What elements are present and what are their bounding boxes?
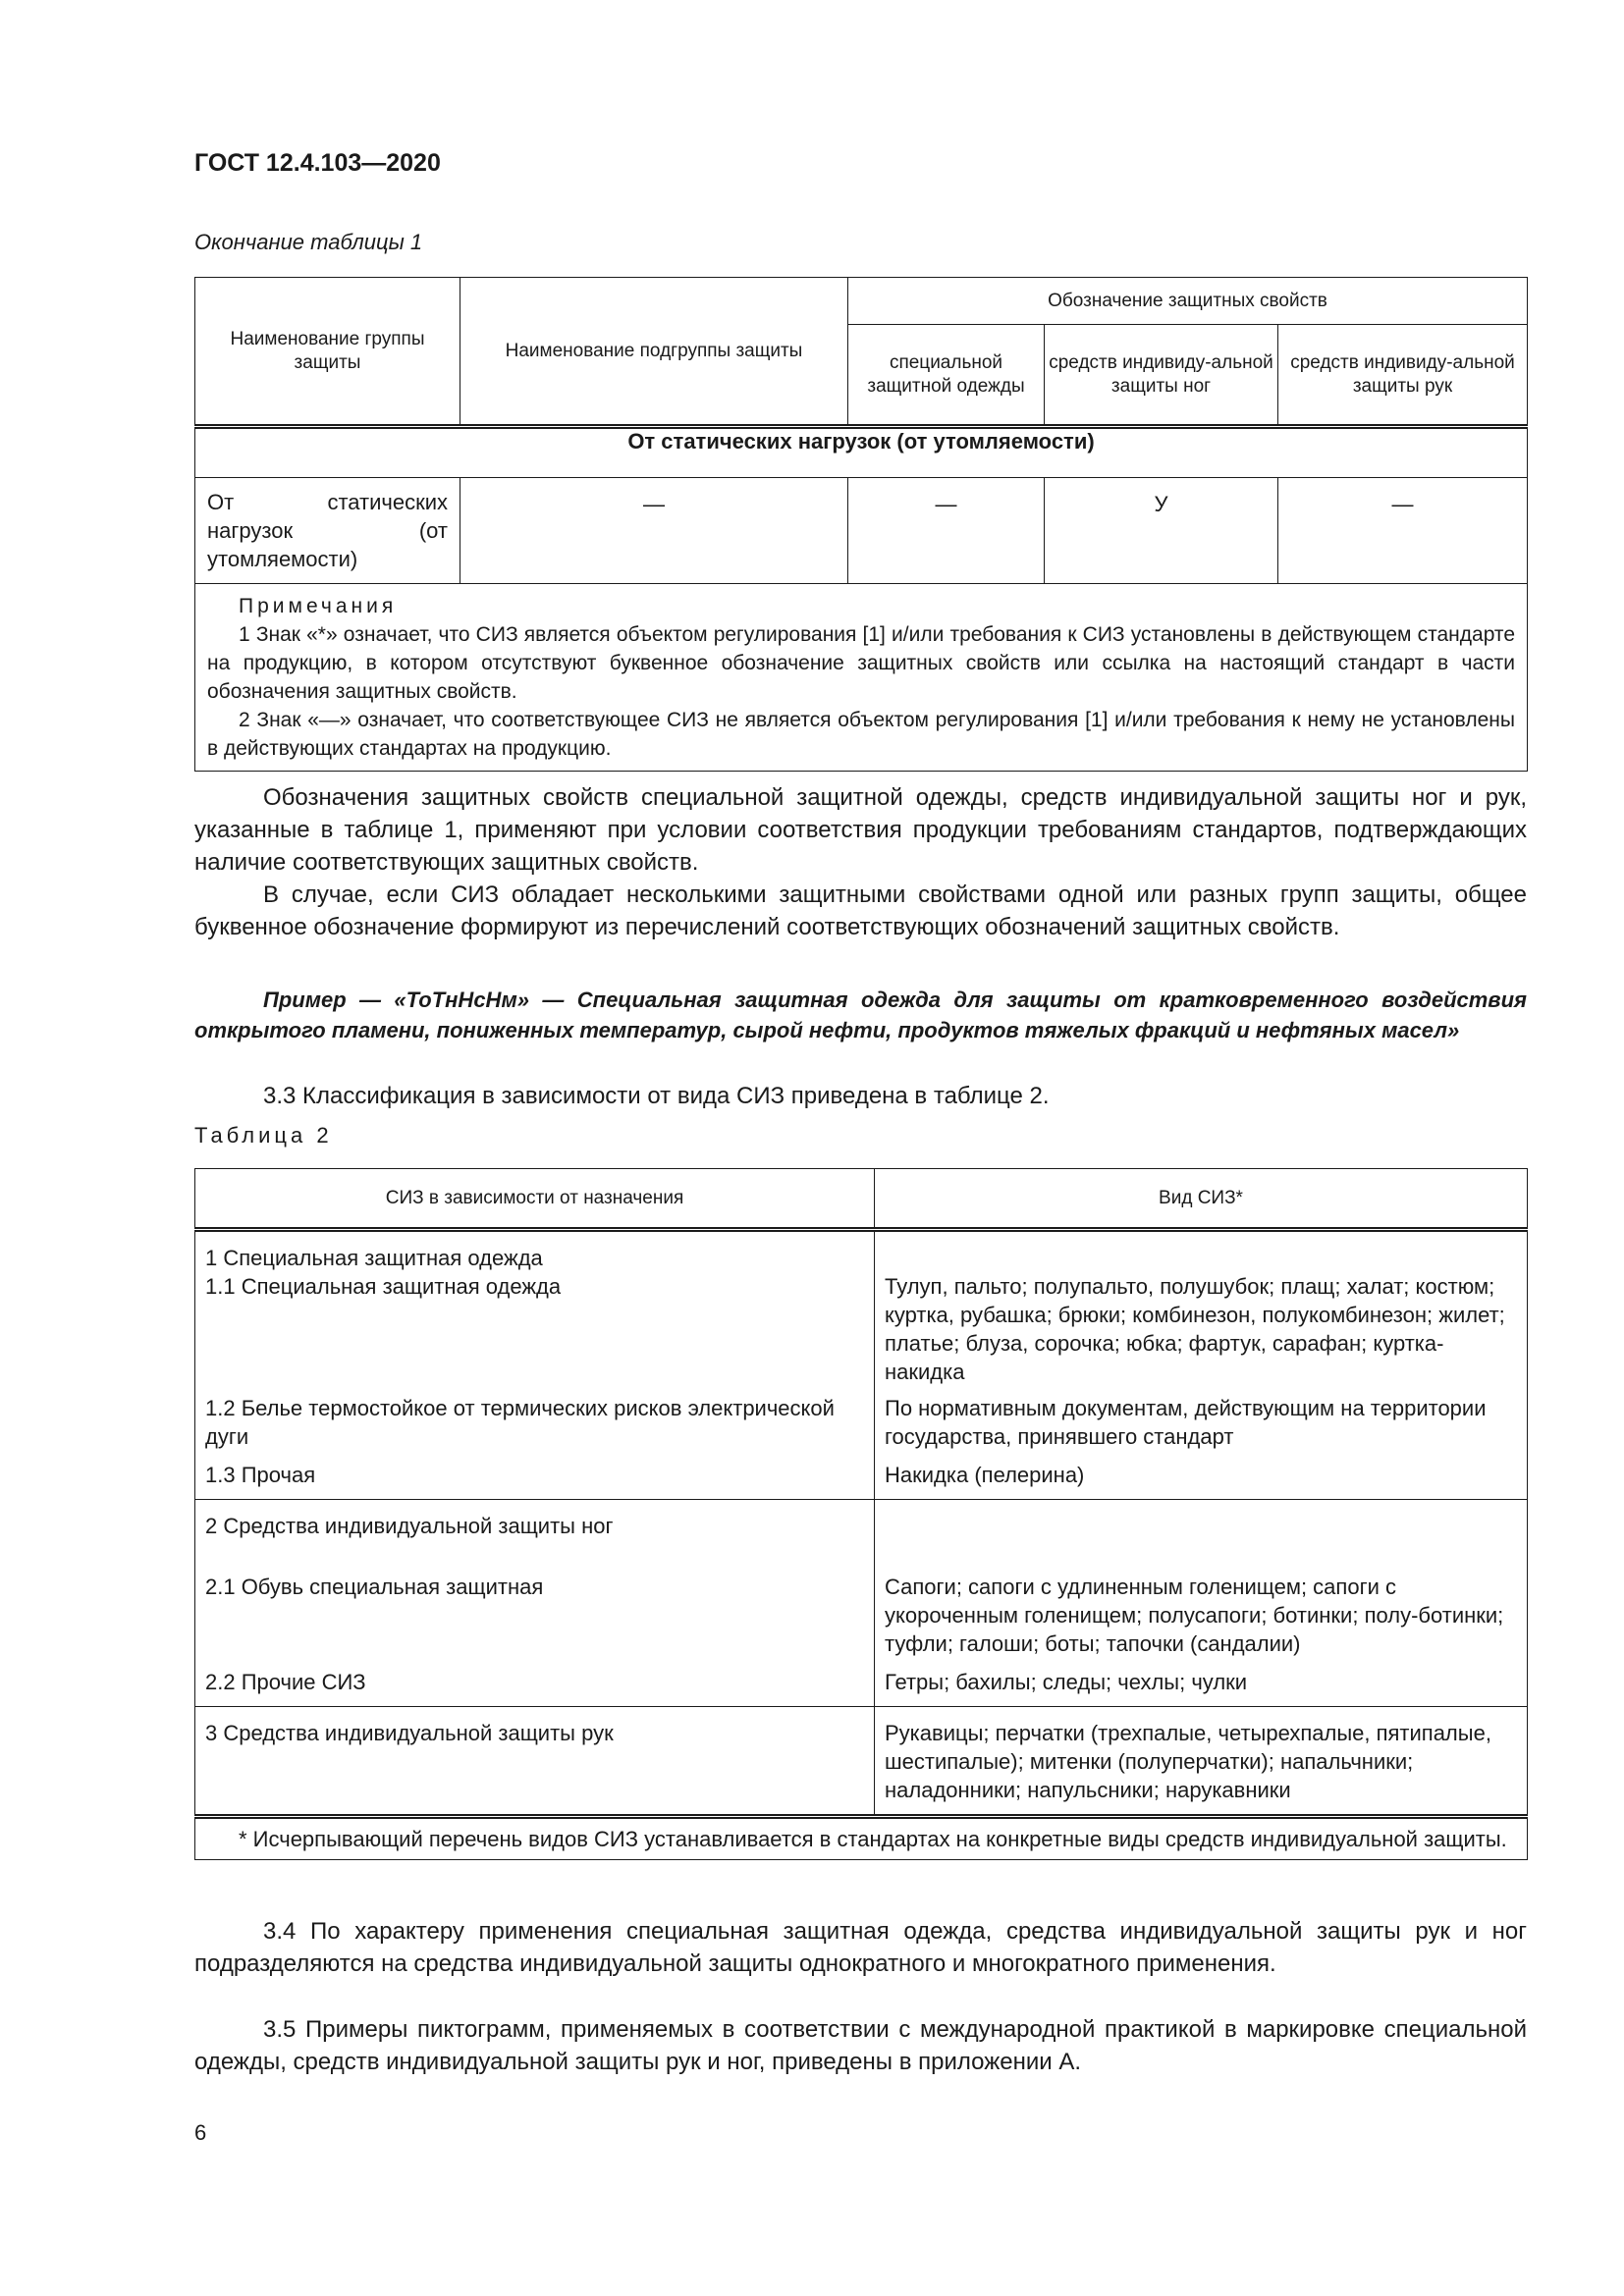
- t2-group-2-values: [875, 1500, 1528, 1707]
- note-2: 2 Знак «—» означает, что соответствующее СИЗ не является объектом регулирования [1] и/или требования к нему не установлены в действующих стандартах на продукцию.: [207, 709, 1515, 760]
- t2-group-3: 3 Средства индивидуальной защиты рук: [195, 1707, 875, 1817]
- table-2: [194, 1168, 1528, 1860]
- paragraph-3-5: 3.5 Примеры пиктограмм, применяемых в соответствии с международной практикой в маркировке специальной одежды, средств индивидуальной защиты рук и ног, приведены в приложении А.: [194, 2016, 1527, 2075]
- t2-group-2: [195, 1500, 875, 1707]
- row-clothing: —: [848, 478, 1045, 584]
- t2-col-header-purpose: СИЗ в зависимости от назначения: [195, 1169, 875, 1230]
- row-hands: —: [1278, 478, 1528, 584]
- t2-group-1-values: [875, 1230, 1528, 1500]
- table1-caption: Окончание таблицы 1: [194, 230, 423, 254]
- t2-g2-1: 2.1 Обувь специальная защитная: [205, 1575, 544, 1599]
- t2-g1-2: 1.2 Белье термостойкое от термических рисков электрической дуги: [205, 1396, 835, 1449]
- row-legs: У: [1045, 478, 1278, 584]
- note-1: 1 Знак «*» означает, что СИЗ является объектом регулирования [1] и/или требования к СИЗ установлены в действующем стандарте на продукцию, в котором отсутствуют буквенное обозначение защитных свойств или ссылка на настоящий стандарт в части обозначения защитных свойств.: [207, 623, 1515, 703]
- example-paragraph: Пример — «ТоТнНсНм» — Специальная защитная одежда для защиты от кратковременного воздействия открытого пламени, пониженных температур, сырой нефти, продуктов тяжелых фракций и нефтяных масел»: [194, 988, 1527, 1042]
- notes-title: Примечания: [239, 595, 398, 617]
- paragraph-2: В случае, если СИЗ обладает несколькими защитными свойствами одной или разных групп защиты, общее буквенное обозначение формируют из перечислений соответствующих обозначений защитных свойств.: [194, 881, 1527, 940]
- t2-g1-1: 1.1 Специальная защитная одежда: [205, 1274, 562, 1299]
- t2-footnote: * Исчерпывающий перечень видов СИЗ устанавливается в стандартах на конкретные виды средств индивидуальной защиты.: [195, 1817, 1528, 1860]
- t2-g2-title: 2 Средства индивидуальной защиты ног: [205, 1514, 614, 1538]
- table-1: [194, 277, 1528, 772]
- section-title: От статических нагрузок (от утомляемости): [195, 427, 1528, 478]
- t2-g1-3: 1.3 Прочая: [205, 1463, 316, 1487]
- table2-caption: Таблица 2: [194, 1123, 333, 1148]
- t2-col-header-type: Вид СИЗ*: [875, 1169, 1528, 1230]
- page-number: 6: [194, 2120, 207, 2145]
- col-header-clothing: специальной защитной одежды: [848, 325, 1045, 427]
- t2-g2-2: 2.2 Прочие СИЗ: [205, 1670, 366, 1694]
- paragraph-3-3: 3.3 Классификация в зависимости от вида СИЗ приведена в таблице 2.: [263, 1083, 1050, 1109]
- col-header-designation: Обозначение защитных свойств: [848, 278, 1528, 325]
- t2-g2-2-value: Гетры; бахилы; следы; чехлы; чулки: [885, 1670, 1248, 1694]
- col-header-legs: средств индивиду-альной защиты ног: [1045, 325, 1278, 427]
- document-header: ГОСТ 12.4.103—2020: [194, 149, 441, 177]
- col-header-hands: средств индивиду-альной защиты рук: [1278, 325, 1528, 427]
- col-header-group: Наименование группы защиты: [195, 278, 460, 427]
- row-subgroup: —: [460, 478, 848, 584]
- row-group: От статических нагрузок (от утомляемости): [195, 478, 460, 584]
- t2-g2-1-value: Сапоги; сапоги с удлиненным голенищем; сапоги с укороченным голенищем; полусапоги; ботинки; полу-ботинки; туфли; галоши; боты; тапочки (сандалии): [885, 1575, 1504, 1656]
- t2-group-1: [195, 1230, 875, 1500]
- t2-g1-3-value: Накидка (пелерина): [885, 1463, 1085, 1487]
- paragraph-1: Обозначения защитных свойств специальной защитной одежды, средств индивидуальной защиты ног и рук, указанные в таблице 1, применяют при условии соответствия продукции требованиям стандартов, подтверждающих наличие соответствующих защитных свойств.: [194, 784, 1527, 876]
- t2-g1-1-value: Тулуп, пальто; полупальто, полушубок; плащ; халат; костюм; куртка, рубашка; брюки; комбинезон, полукомбинезон; жилет; платье; блуза, сорочка; юбка; фартук, сарафан; куртка-накидка: [885, 1274, 1505, 1384]
- table1-notes: [195, 584, 1528, 772]
- col-header-subgroup: Наименование подгруппы защиты: [460, 278, 848, 427]
- t2-g1-2-value: По нормативным документам, действующим на территории государства, принявшего стандарт: [885, 1396, 1487, 1449]
- paragraph-3-4: 3.4 По характеру применения специальная защитная одежда, средства индивидуальной защиты рук и ног подразделяются на средства индивидуальной защиты однократного и многократного применения.: [194, 1918, 1527, 1977]
- t2-group-3-value: Рукавицы; перчатки (трехпалые, четырехпалые, пятипалые, шестипалые); митенки (полуперчатки); напальчники; наладонники; напульсники; нарукавники: [875, 1707, 1528, 1817]
- t2-g1-title: 1 Специальная защитная одежда: [205, 1246, 543, 1270]
